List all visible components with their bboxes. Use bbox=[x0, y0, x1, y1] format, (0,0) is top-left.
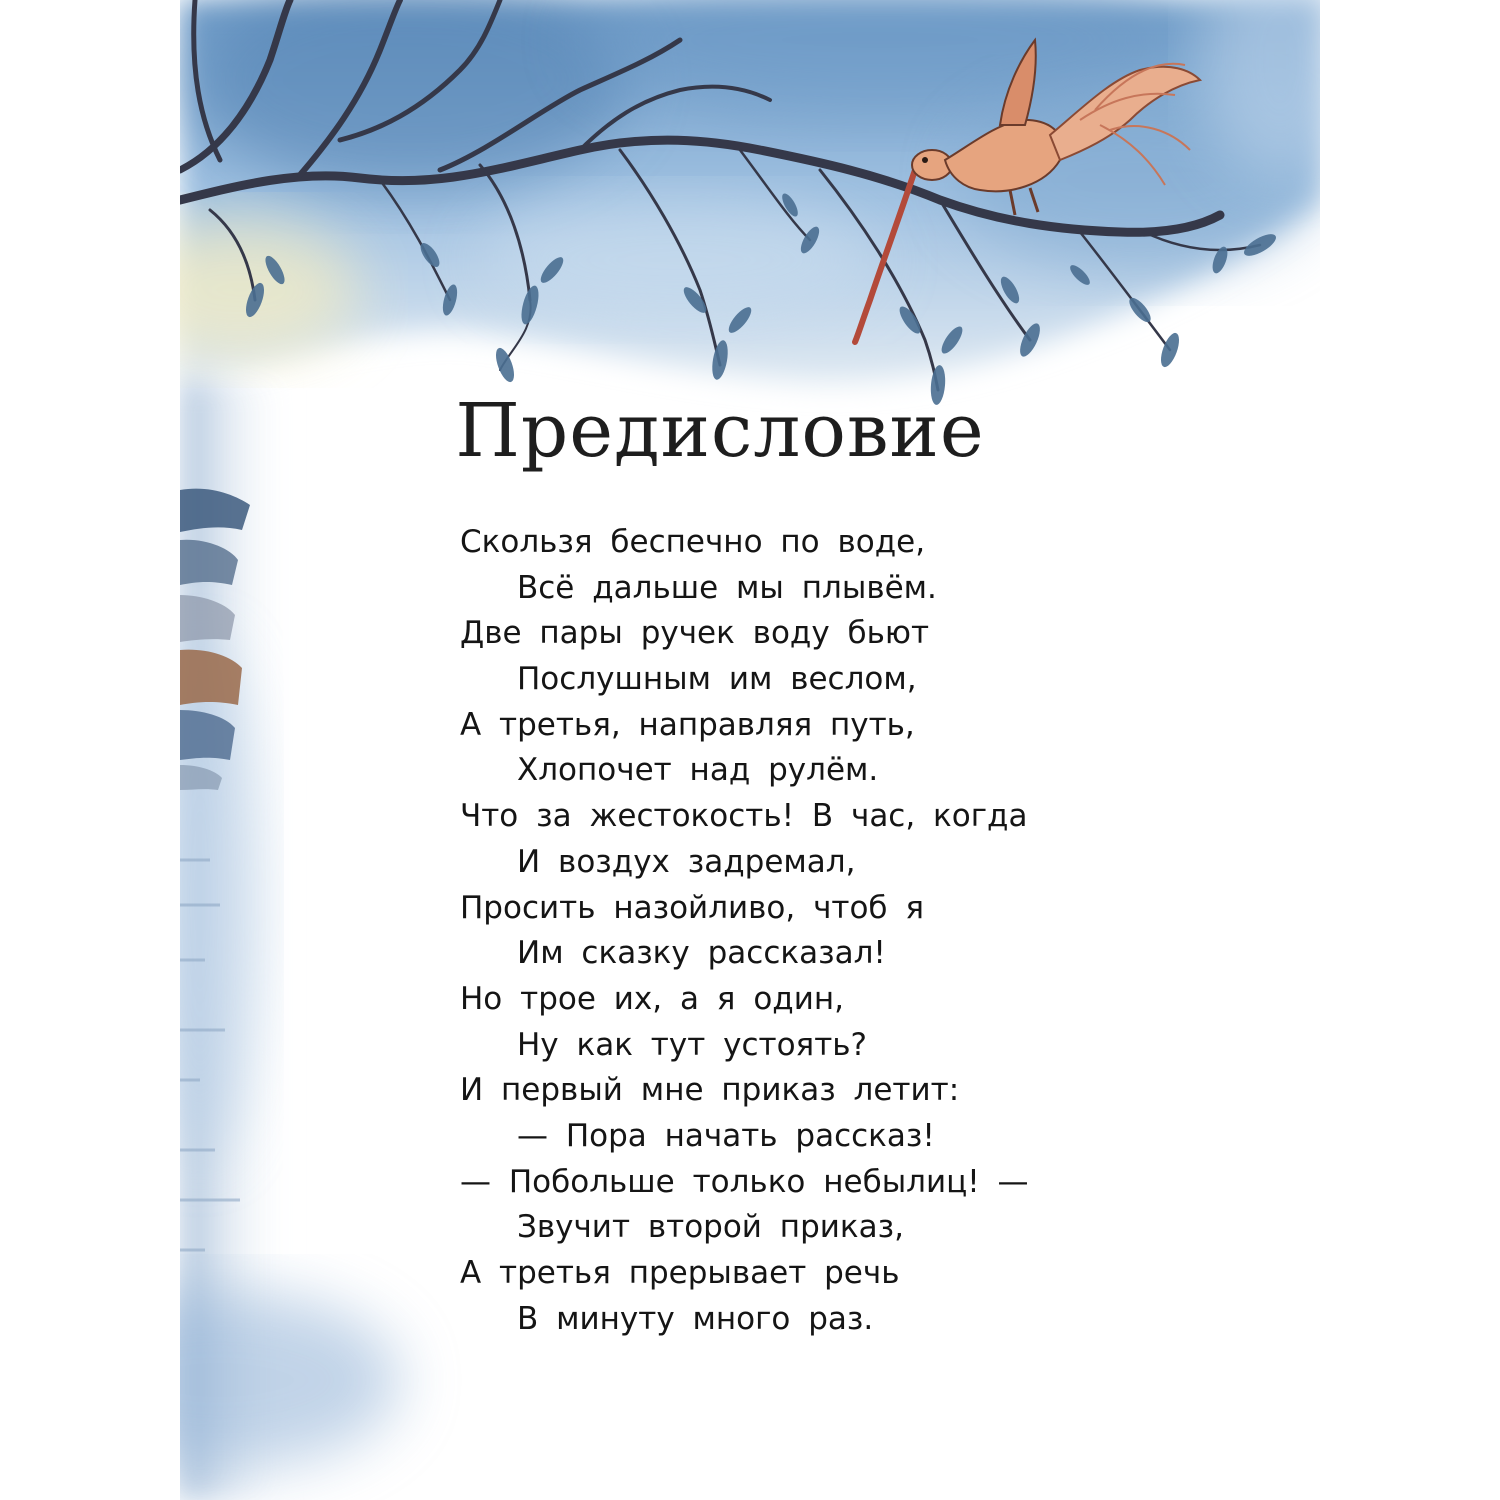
poem-line: В минуту много раз. bbox=[517, 1300, 874, 1337]
poem-line: А третья прерывает речь bbox=[460, 1255, 900, 1291]
poem-line: Ну как тут устоять? bbox=[517, 1026, 867, 1063]
poem-line: И первый мне приказ летит: bbox=[460, 1072, 960, 1109]
poem bbox=[460, 520, 1029, 1342]
poem-line: А третья, направляя путь, bbox=[460, 706, 915, 743]
poem-line: Две пары ручек воду бьют bbox=[460, 615, 930, 652]
poem-line: Им сказку рассказал! bbox=[517, 935, 886, 972]
poem-line: Скользя беспечно по воде, bbox=[460, 524, 926, 560]
poem-line: Звучит второй приказ, bbox=[517, 1209, 904, 1246]
poem-line: Всё дальше мы плывём. bbox=[517, 569, 937, 606]
poem-line: Послушным им веслом, bbox=[517, 661, 917, 698]
poem-line: — Пора начать рассказ! bbox=[517, 1117, 935, 1154]
poem-line: Просить назойливо, чтоб я bbox=[460, 889, 925, 926]
poem-line: Но трое их, а я один, bbox=[460, 980, 844, 1017]
poem-line: Хлопочет над рулём. bbox=[517, 752, 879, 789]
watercolor-sky bbox=[180, 0, 1320, 383]
poem-line: Что за жестокость! В час, когда bbox=[460, 798, 1028, 835]
poem-line: И воздух задремал, bbox=[517, 843, 856, 880]
book-page bbox=[180, 0, 1320, 1500]
poem-line: — Побольше только небылиц! — bbox=[460, 1163, 1029, 1200]
page-title: Предисловие bbox=[455, 388, 985, 474]
